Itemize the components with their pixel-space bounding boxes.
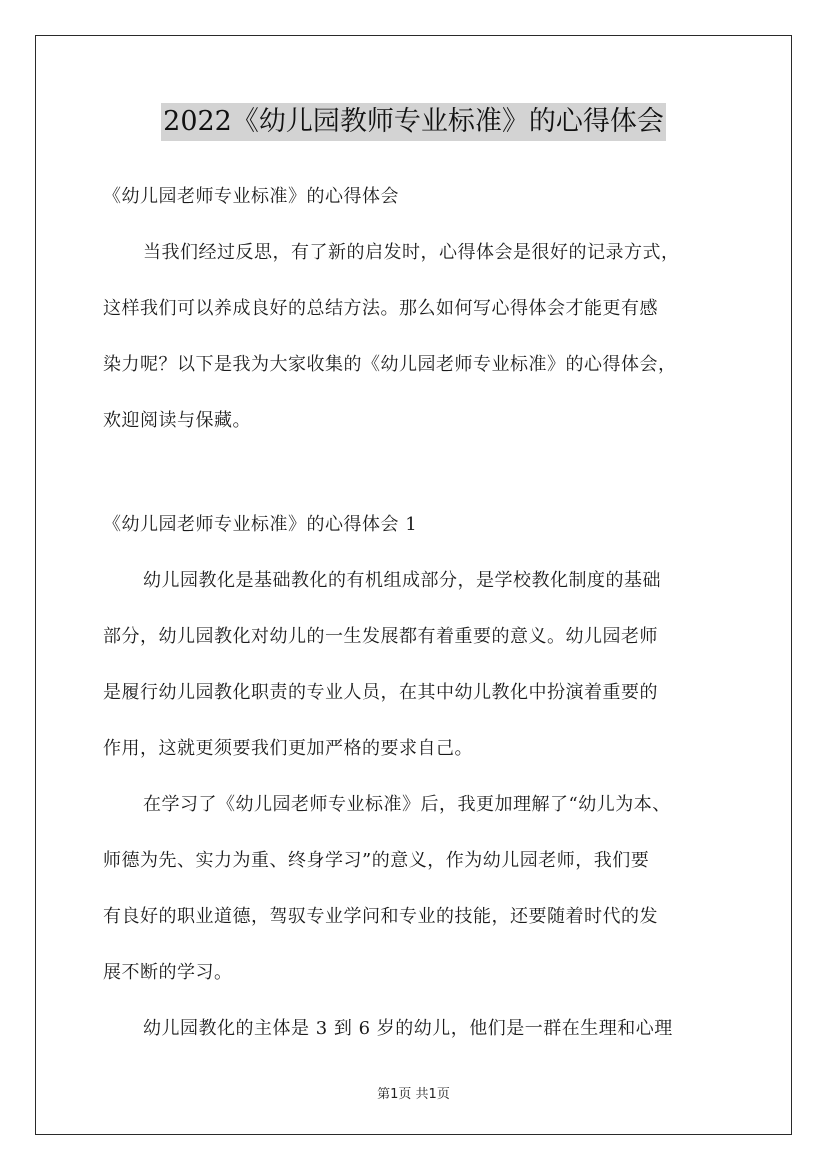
para2-line: 在学习了《幼儿园老师专业标准》后，我更加理解了“幼儿为本、 <box>143 794 671 815</box>
para1-line: 是履行幼儿园教化职责的专业人员，在其中幼儿教化中扮演着重要的 <box>103 682 658 703</box>
para1-line: 作用，这就更须要我们更加严格的要求自己。 <box>103 738 473 759</box>
para1-line: 部分，幼儿园教化对幼儿的一生发展都有着重要的意义。幼儿园老师 <box>103 626 658 647</box>
para2-line: 展不断的学习。 <box>103 962 233 983</box>
intro-line: 这样我们可以养成良好的总结方法。那么如何写心得体会才能更有感 <box>103 298 658 319</box>
intro-line: 当我们经过反思，有了新的启发时，心得体会是很好的记录方式， <box>143 242 680 263</box>
para1-line: 幼儿园教化是基础教化的有机组成部分，是学校教化制度的基础 <box>143 570 661 591</box>
intro-paragraph <box>103 234 731 439</box>
section-heading: 《幼儿园老师专业标准》的心得体会 1 <box>103 514 418 535</box>
title-wrap <box>0 103 827 141</box>
para2-line: 师德为先、实力为重、终身学习”的意义，作为幼儿园老师，我们要 <box>103 850 650 871</box>
document-title: 2022《幼儿园教师专业标准》的心得体会 <box>161 103 666 141</box>
para2-line: 有良好的职业道德，驾驭专业学问和专业的技能，还要随着时代的发 <box>103 906 658 927</box>
paragraph-2 <box>103 786 731 991</box>
intro-line: 染力呢？以下是我为大家收集的《幼儿园老师专业标准》的心得体会， <box>103 354 677 375</box>
para3-line: 幼儿园教化的主体是 3 到 6 岁的幼儿，他们是一群在生理和心理 <box>143 1018 673 1039</box>
document-body <box>103 178 731 1047</box>
paragraph-3 <box>103 1010 731 1047</box>
intro-line: 欢迎阅读与保藏。 <box>103 410 251 431</box>
paragraph-1 <box>103 562 731 767</box>
page-footer: 第1页 共1页 <box>377 1087 450 1102</box>
subtitle: 《幼儿园老师专业标准》的心得体会 <box>103 186 399 207</box>
